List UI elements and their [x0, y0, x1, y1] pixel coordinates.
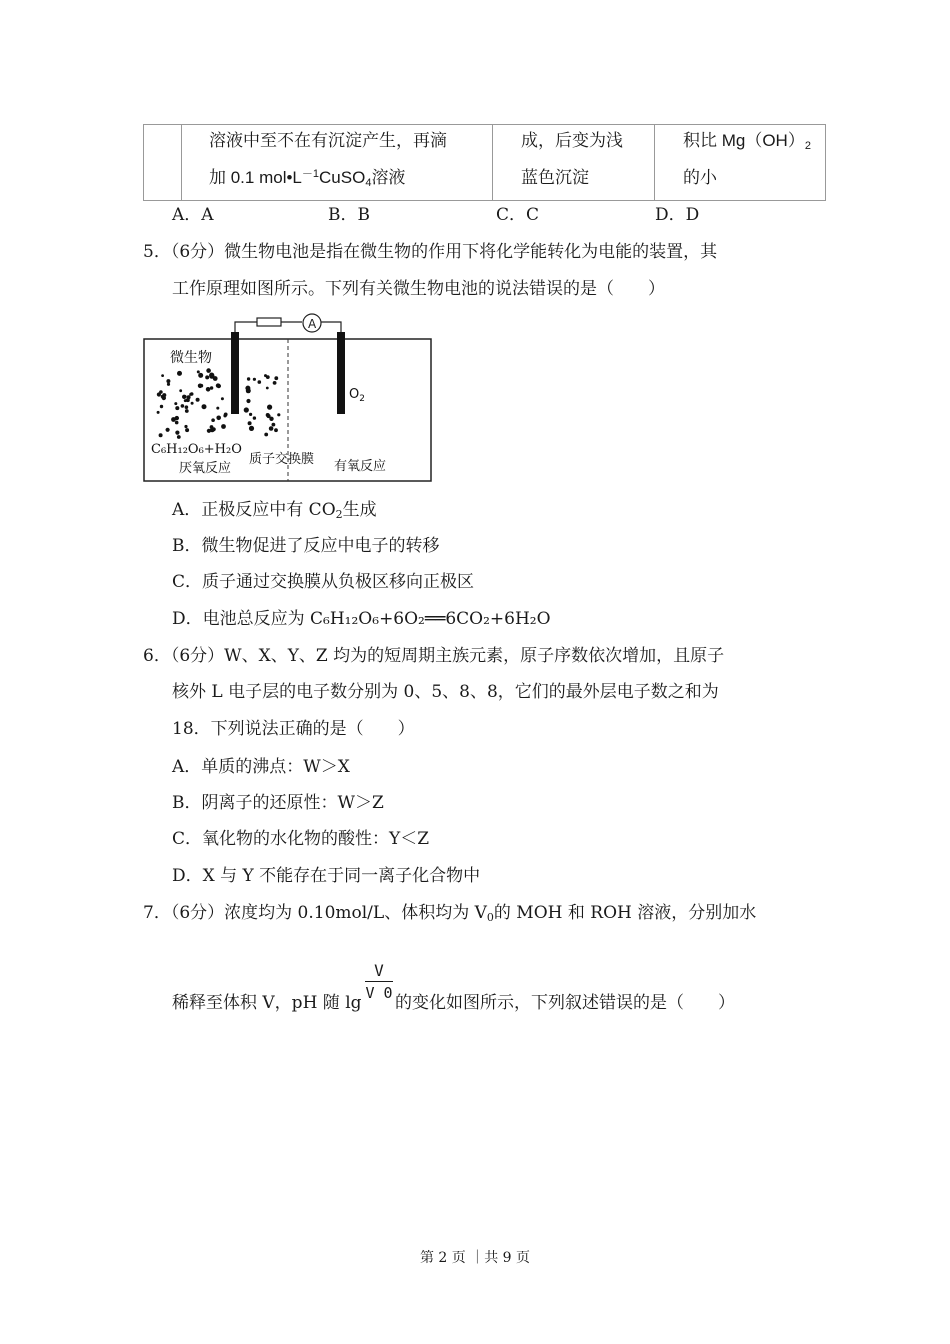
table-cell-text: 积比 $Mg(OH)_2$: [683, 131, 811, 152]
q6-option-a: A．单质的沸点：W＞X: [172, 757, 350, 777]
q4-option-a: A．A: [172, 205, 214, 225]
microbe-dot: [205, 375, 209, 379]
fraction-bar: [365, 981, 393, 982]
microbe-dot: [206, 368, 211, 373]
microbe-dot: [253, 378, 256, 381]
microbe-dot: [175, 406, 179, 410]
microbe-dot: [246, 399, 250, 403]
microbe-dot: [179, 389, 182, 392]
table-cell-text: 溶液中至不在有沉淀产生，再滴: [209, 131, 447, 150]
microbe-dot: [216, 416, 221, 421]
microbe-dot: [175, 421, 179, 425]
microbe-dot: [177, 371, 182, 376]
microbe-dot: [221, 424, 226, 429]
microbe-dot: [157, 411, 160, 414]
microbe-dot: [211, 418, 215, 422]
microbe-dot: [274, 428, 278, 432]
q6-option-c: C．氧化物的水化物的酸性：Y＜Z: [172, 829, 430, 849]
microbe-dot: [190, 392, 194, 396]
microbe-dot: [206, 387, 211, 392]
q7-stem-line1: 7．（6分）浓度均为 0.10mol/L、体积均为 $V_0$的 MOH 和 ROH 溶液，分别加水: [143, 903, 757, 924]
q7-stem-line2-pre: 稀释至体积 V，pH 随 lg: [172, 993, 362, 1013]
page-footer: 第 2 页 ｜共 9 页: [419, 1250, 531, 1266]
microbe-dot: [216, 407, 219, 410]
microbe-dot: [244, 407, 249, 412]
microbe-dot: [167, 383, 170, 386]
q5-option-d: D．电池总反应为 C₆H₁₂O₆+6O₂══6CO₂+6H₂O: [172, 609, 551, 629]
microbe-dot: [177, 435, 181, 439]
microbe-dot: [185, 409, 189, 413]
microbe-dot: [207, 429, 211, 433]
q6-option-b: B．阴离子的还原性：W＞Z: [172, 793, 384, 813]
microbe-dot: [166, 428, 170, 432]
table-cell-text: 成，后变为浅: [521, 131, 623, 150]
microbe-dot: [210, 386, 213, 389]
q5-stem-line1: 5．（6分）微生物电池是指在微生物的作用下将化学能转化为电能的装置，其: [143, 242, 718, 262]
microbe-dot: [166, 379, 170, 383]
q5-option-c: C．质子通过交换膜从负极区移向正极区: [172, 572, 475, 592]
table-cell-text: 的小: [683, 168, 717, 187]
q7-stem-line2-post: 的变化如图所示，下列叙述错误的是（ ）: [395, 993, 735, 1013]
anode-electrode: [231, 332, 239, 414]
microbe-dot: [160, 405, 163, 408]
microbe-dot: [267, 414, 271, 418]
microbe-dot: [175, 431, 179, 435]
microbe-dot: [267, 405, 272, 410]
table-cell-text: 蓝色沉淀: [521, 168, 589, 187]
microbe-label: 微生物: [170, 350, 212, 366]
microbe-dot: [171, 417, 176, 422]
q5-option-b: B．微生物促进了反应中电子的转移: [172, 536, 440, 556]
microbe-dot: [269, 426, 274, 431]
microbe-dots: [157, 368, 281, 439]
microbe-dot: [161, 374, 164, 377]
o2-label: $O_2$: [349, 387, 365, 404]
microbe-dot: [187, 395, 191, 399]
fraction-numerator: V: [374, 961, 384, 980]
q6-stem-line2: 核外 L 电子层的电子数分别为 0、5、8、8，它们的最外层电子数之和为: [172, 682, 719, 702]
microbe-dot: [273, 381, 277, 385]
microbe-dot: [266, 387, 269, 390]
microbe-dot: [159, 433, 163, 437]
q4-option-b: B．B: [328, 205, 370, 225]
microbe-dot: [274, 376, 278, 380]
microbe-dot: [184, 425, 187, 428]
microbe-dot: [247, 377, 250, 380]
microbe-dot: [161, 395, 164, 398]
microbe-dot: [266, 375, 270, 379]
q4-option-d: D．D: [655, 205, 700, 225]
q4-option-c: C．C: [496, 205, 540, 225]
microbial-cell-diagram: [142, 312, 434, 484]
fraction-denominator: V 0: [365, 984, 393, 1002]
q6-stem-line1: 6．（6分）W、X、Y、Z 均为的短周期主族元素，原子序数依次增加，且原子: [143, 646, 725, 666]
microbe-dot: [191, 402, 194, 405]
q6-option-d: D．X 与 Y 不能存在于同一离子化合物中: [172, 866, 481, 886]
microbe-dot: [174, 402, 177, 405]
microbe-dot: [196, 398, 200, 402]
microbe-dot: [209, 373, 214, 378]
microbe-dot: [184, 395, 187, 398]
microbe-dot: [221, 397, 224, 400]
microbe-dot: [184, 399, 187, 402]
cathode-electrode: [337, 332, 345, 414]
microbe-dot: [264, 433, 268, 437]
microbe-dot: [216, 383, 220, 387]
microbe-dot: [185, 428, 189, 432]
microbe-dot: [202, 404, 207, 409]
fraction-v-over-v0: [365, 962, 393, 1002]
microbe-dot: [198, 384, 203, 389]
anaerobic-label: 厌氧反应: [179, 461, 232, 476]
microbe-dot: [224, 413, 228, 417]
microbe-dot: [246, 388, 251, 393]
membrane-label: 质子交换膜: [249, 452, 315, 467]
microbe-dot: [253, 416, 256, 419]
microbe-dot: [157, 392, 161, 396]
q5-stem-line2: 工作原理如图所示。下列有关微生物电池的说法错误的是（ ）: [172, 279, 665, 299]
microbe-dot: [258, 380, 262, 384]
table-divider: [654, 125, 655, 200]
microbe-dot: [249, 426, 254, 431]
table-cell-text: 加 0.1 $mol•L^{-1}CuSO_4$溶液: [209, 168, 406, 189]
aerobic-label: 有氧反应: [334, 459, 387, 474]
ammeter-label: A: [308, 317, 317, 331]
table-divider: [181, 125, 182, 200]
microbe-dot: [198, 373, 203, 378]
microbe-dot: [277, 413, 280, 416]
microbe-dot: [181, 404, 185, 408]
microbe-dot: [272, 423, 276, 427]
q6-stem-line3: 18．下列说法正确的是（ ）: [172, 719, 415, 739]
q5-option-a: A．正极反应中有 $CO_2$生成: [172, 500, 377, 521]
resistor: [257, 318, 281, 326]
microbe-dot: [197, 370, 200, 373]
glucose-formula-label: C₆H₁₂O₆+H₂O: [151, 442, 242, 457]
microbe-dot: [185, 405, 189, 409]
table-divider: [492, 125, 493, 200]
microbe-dot: [248, 421, 252, 425]
microbe-dot: [249, 413, 252, 416]
